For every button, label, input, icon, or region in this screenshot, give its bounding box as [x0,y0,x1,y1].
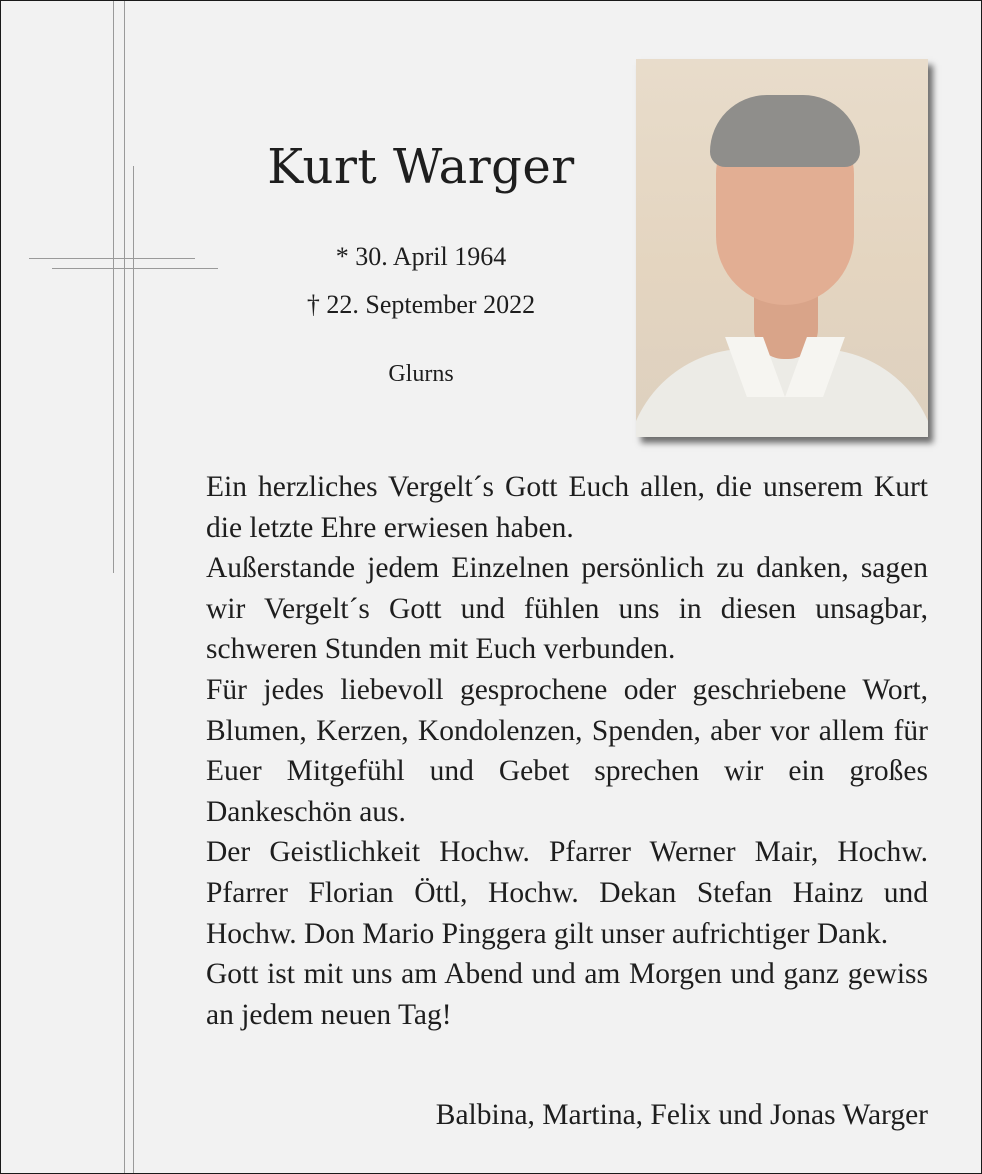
portrait-photo [636,59,928,437]
death-date: † 22. September 2022 [306,290,536,319]
paragraph: Gott ist mit uns am Abend und am Morgen und ganz gewiss an jedem neuen Tag! [206,958,928,1031]
paragraph: Für jedes liebevoll gesprochene oder geschriebene Wort, Blumen, Kerzen, Kondolenzen, Spenden, aber vor allem für Euer Mitgefühl und Gebet sprechen wir ein großes Dankeschön aus. [206,673,928,828]
paragraph: Ein herzliches Vergelt´s Gott Euch allen, die unserem Kurt die letzte Ehre erwiesen haben. [206,471,928,544]
paragraph: Außerstande jedem Einzelnen persönlich zu danken, sagen wir Vergelt´s Gott und fühlen uns in diesen unsagbar, schweren Stunden mit Euch verbunden. [206,552,928,666]
thank-you-text [206,467,928,1035]
deceased-name: Kurt Warger [267,139,575,195]
cross-vertical-line [124,1,125,1173]
paragraph: Der Geistlichkeit Hochw. Pfarrer Werner Mair, Hochw. Pfarrer Florian Öttl, Hochw. Dekan Stefan Hainz und Hochw. Don Mario Pinggera gilt unser aufrichtiger Dank. [206,836,928,950]
cross-vertical-line [113,1,114,573]
cross-vertical-line [133,166,134,1173]
birth-date: * 30. April 1964 [335,242,507,271]
hometown: Glurns [388,361,454,387]
portrait-hair [710,95,860,167]
signature: Balbina, Martina, Felix und Jonas Warger [435,1099,928,1131]
life-dates [241,233,601,329]
cross-horizontal-line [52,268,218,269]
cross-horizontal-line [29,258,195,259]
